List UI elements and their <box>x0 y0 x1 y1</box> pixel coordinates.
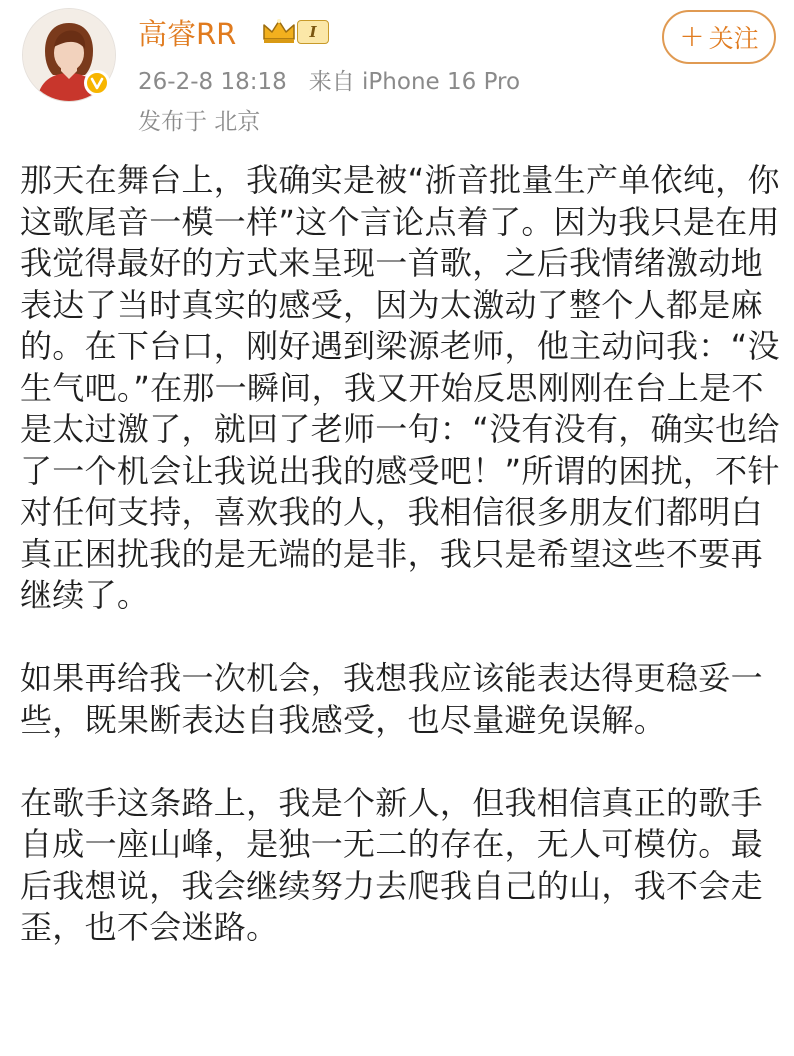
post-body <box>20 160 780 949</box>
post-location: 发布于 北京 <box>138 109 261 135</box>
verified-v-icon <box>90 76 104 90</box>
verified-badge <box>84 70 110 96</box>
post-paragraph: 那天在舞台上，我确实是被“浙音批量生产单依纯，你这歌尾音一模一样”这个言论点着了。因为我只是在用我觉得最好的方式来呈现一首歌，之后我情绪激动地表达了当时真实的感受，因为太激动了整个人都是麻的。在下台口，刚好遇到梁源老师，他主动问我：“没生气吧。”在那一瞬间，我又开始反思刚刚在台上是不是太过激了，就回了老师一句：“没有没有，确实也给了一个机会让我说出我的感受吧！”所谓的困扰，不针对任何支持，喜欢我的人，我相信很多朋友们都明白真正困扰我的是无端的是非，我只是希望这些不要再继续了。 <box>20 161 780 614</box>
follow-button[interactable] <box>662 10 776 64</box>
post-header <box>0 0 794 150</box>
post-timestamp: 26-2-8 18:18 <box>138 69 287 95</box>
post-source: 来自 iPhone 16 Pro <box>308 69 521 95</box>
plus-icon: + <box>679 19 705 54</box>
post-paragraph: 如果再给我一次机会，我想我应该能表达得更稳妥一些，既果断表达自我感受，也尽量避免误解。 <box>20 659 763 739</box>
user-level-badge[interactable] <box>261 17 331 47</box>
follow-button-label: 关注 <box>708 24 759 53</box>
user-name[interactable]: 高睿RR <box>138 17 237 51</box>
post-paragraph: 在歌手这条路上，我是个新人，但我相信真正的歌手自成一座山峰，是独一无二的存在，无人可模仿。最后我想说，我会继续努力去爬我自己的山，我不会走歪，也不会迷路。 <box>20 783 763 946</box>
crown-icon <box>261 17 297 45</box>
level-badge-text: I <box>297 20 329 44</box>
post-meta <box>138 66 520 98</box>
